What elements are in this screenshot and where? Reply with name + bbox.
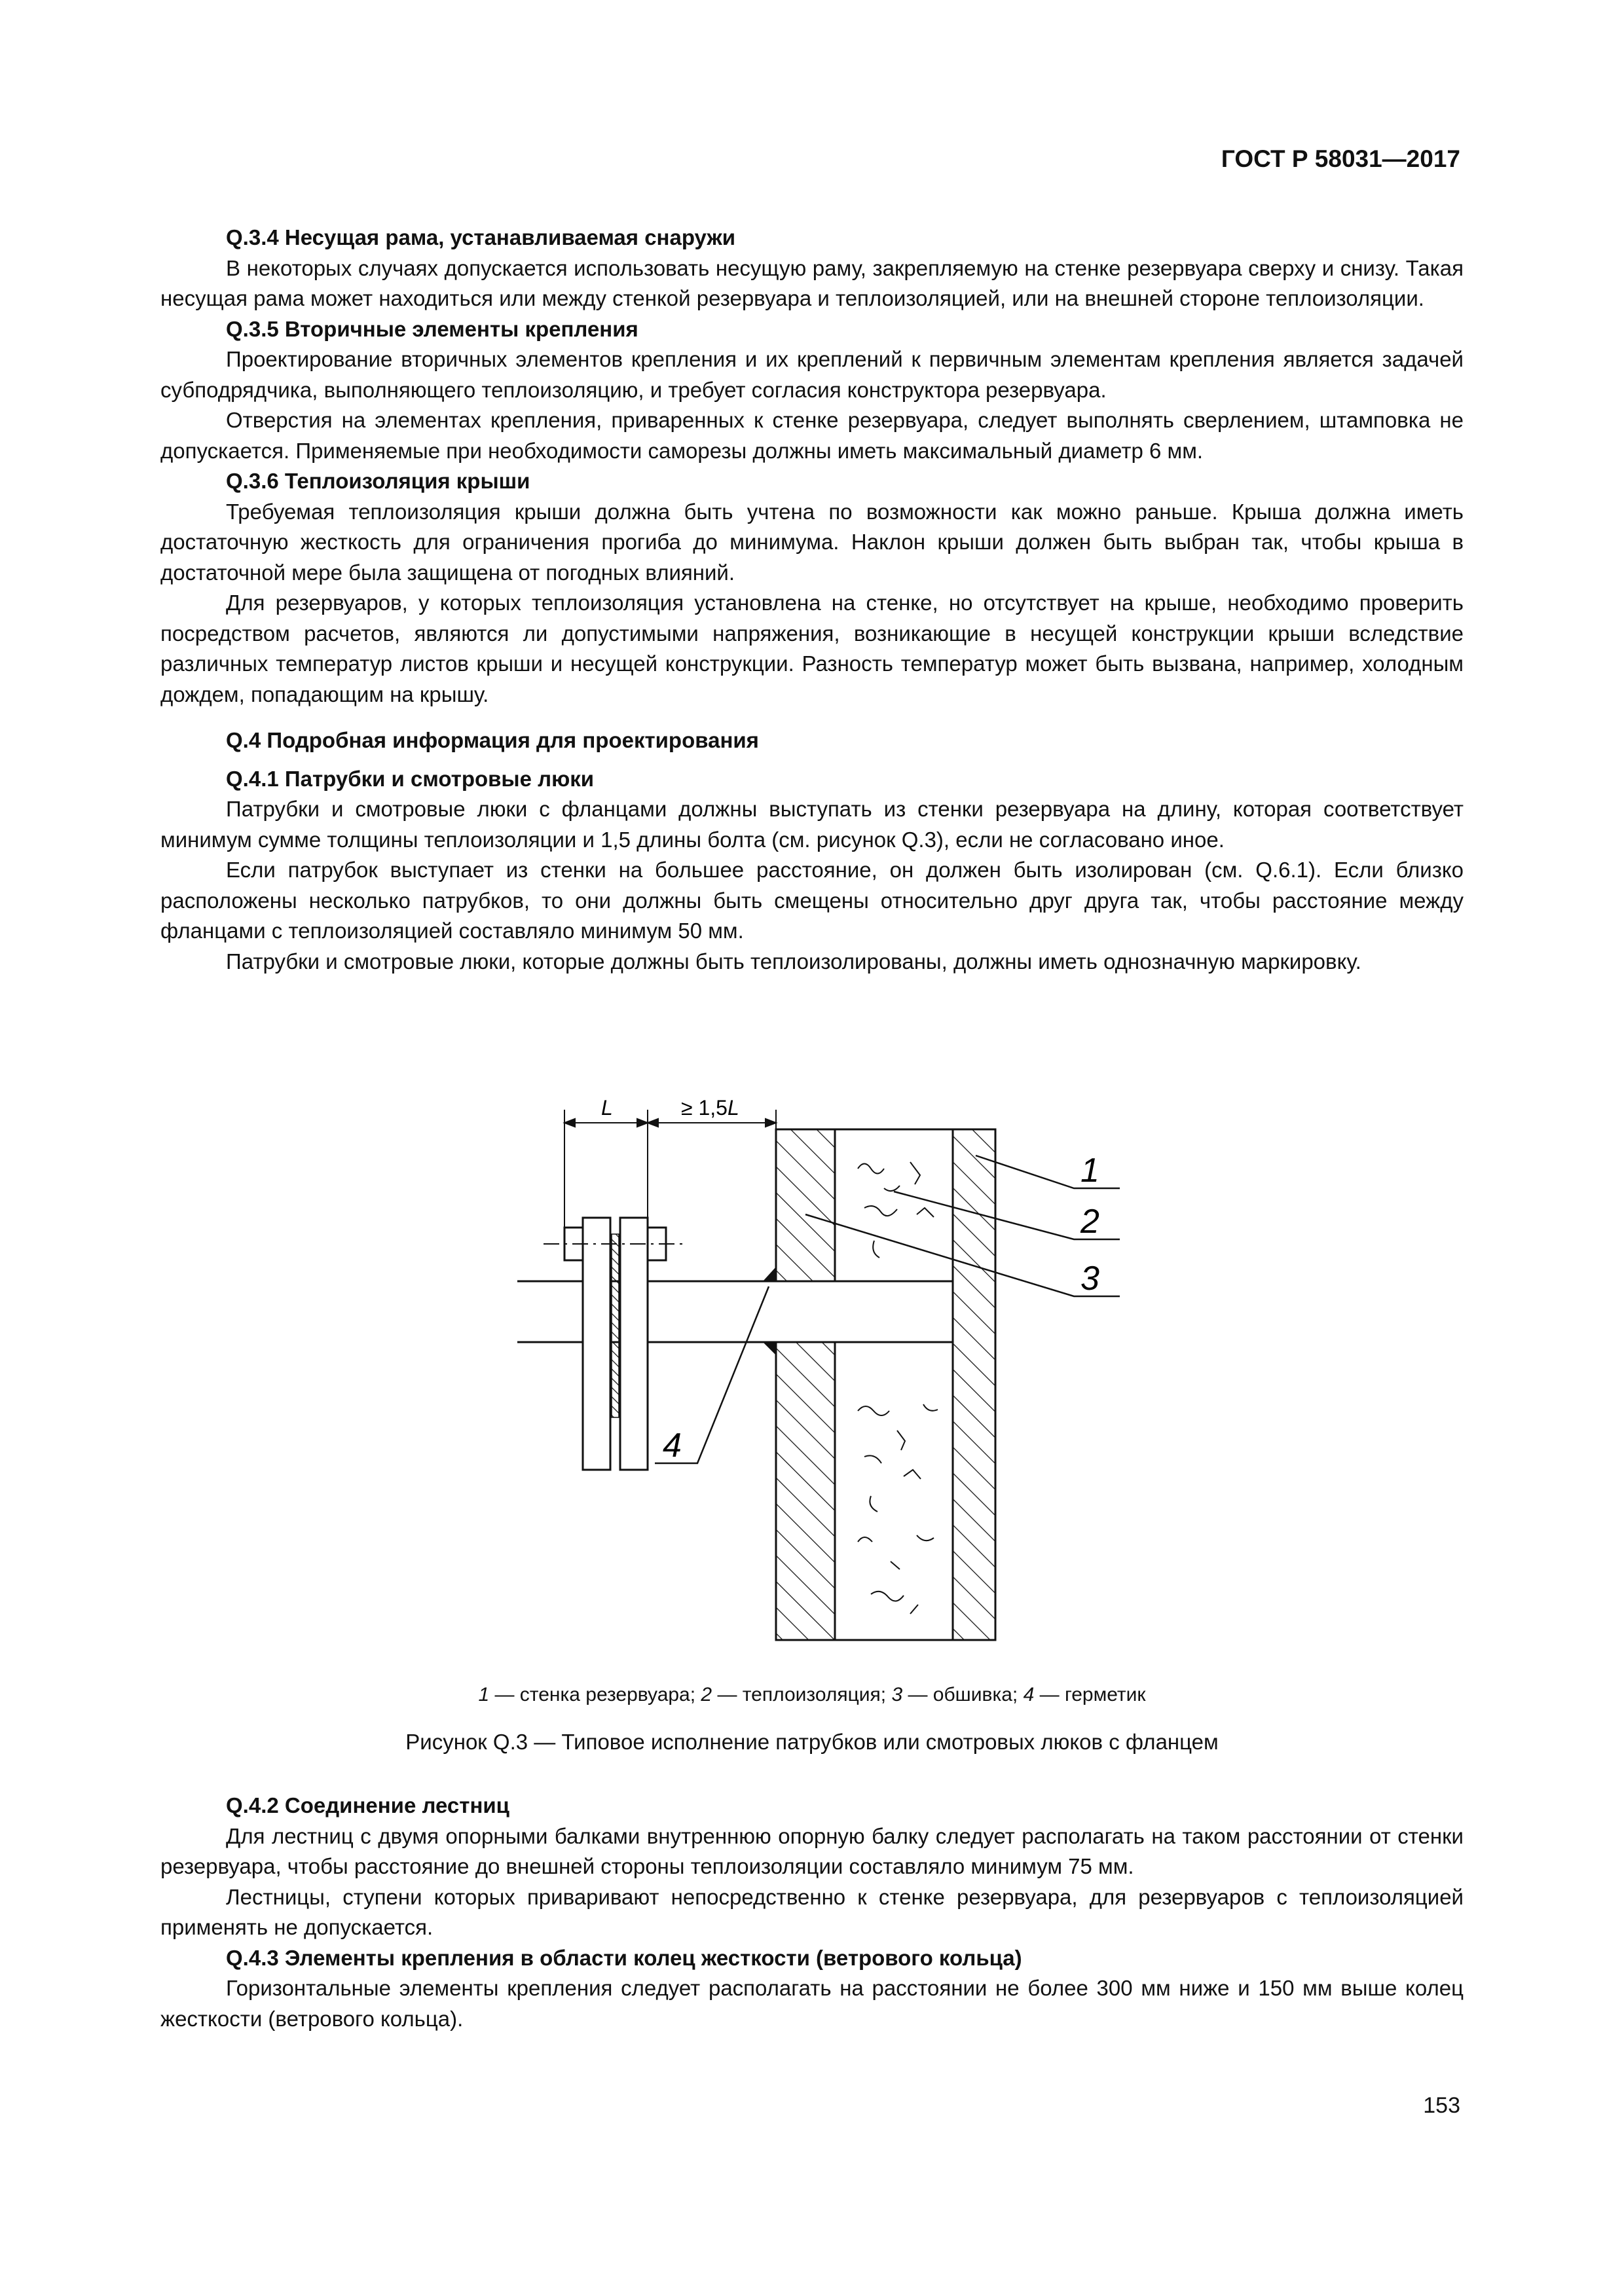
paragraph: Для резервуаров, у которых теплоизоляция установлена на стенке, но отсутствует на крыше, необходимо проверить посредством расчетов, являются ли допустимыми напряжения, возникающие в несущей конструкции крыши вследствие различных температур листов крыши и несущей конструкции. Разность температур может быть вызвана, например, холодным дождем, попадающим на крышу. — [160, 591, 1464, 706]
nozzle-flange-drawing — [517, 1090, 1120, 1666]
paragraph: Горизонтальные элементы крепления следует располагать на расстоянии не более 300 мм ниже и 150 мм выше колец жесткости (ветрового кольца). — [160, 1976, 1464, 2031]
figure-legend: 1 — стенка резервуара; 2 — теплоизоляция; 3 — обшивка; 4 — герметик — [478, 1684, 1146, 1705]
document-id: ГОСТ Р 58031—2017 — [1221, 145, 1460, 172]
paragraph: Для лестниц с двумя опорными балками внутреннюю опорную балку следует располагать на таком расстоянии от стенки резервуара, чтобы расстояние до внешней стороны теплоизоляции составляло минимум 75 мм. — [160, 1823, 1464, 1878]
tank-wall — [953, 1129, 995, 1640]
heading-q41: Q.4.1 Патрубки и смотровые люки — [226, 766, 595, 791]
page-number: 153 — [1423, 2093, 1460, 2118]
label-2: 2 — [1080, 1203, 1099, 1241]
heading-q36: Q.3.6 Теплоизоляция крыши — [226, 469, 530, 493]
paragraph: В некоторых случаях допускается использовать несущую раму, закрепляемую на стенке резервуара сверху и снизу. Такая несущая рама может находиться или между стенкой резервуара и теплоизоляцией, или на внешней стороне теплоизоляции. — [160, 255, 1464, 310]
cladding — [776, 1129, 835, 1640]
gasket — [612, 1234, 619, 1417]
flange-left — [583, 1218, 610, 1470]
label-3: 3 — [1080, 1260, 1099, 1298]
flange-right — [620, 1218, 648, 1470]
text-block-top — [160, 223, 1464, 977]
heading-q42: Q.4.2 Соединение лестниц — [226, 1793, 509, 1817]
paragraph: Если патрубок выступает из стенки на большее расстояние, он должен быть изолирован (см. Q.6.1). Если близко расположены несколько патрубков, то они должны быть смещены относительно друг друга так, чтобы расстояние между фланцами с теплоизоляцией составляло минимум 50 мм. — [160, 858, 1464, 943]
text-block-bottom — [160, 1791, 1464, 2034]
paragraph: Проектирование вторичных элементов крепления и их креплений к первичным элементам крепления является задачей субподрядчика, выполняющего теплоизоляцию, и требует согласия конструктора резервуара. — [160, 347, 1464, 402]
dim-15l-label: ≥ 1,5L — [681, 1096, 739, 1120]
paragraph: Требуемая теплоизоляция крыши должна быть учтена по возможности как можно раньше. Крыша должна иметь достаточную жесткость для ограничения прогиба до минимума. Наклон крыши должен быть выбран так, чтобы крыша в достаточной мере была защищена от погодных влияний. — [160, 499, 1464, 585]
figure-caption: Рисунок Q.3 — Типовое исполнение патрубков или смотровых люков с фланцем — [405, 1730, 1219, 1754]
paragraph: Отверстия на элементах крепления, приваренных к стенке резервуара, следует выполнять сверлением, штамповка не допускается. Применяемые при необходимости саморезы должны иметь максимальный диаметр 6 мм. — [160, 408, 1464, 463]
heading-q4: Q.4 Подробная информация для проектирования — [226, 728, 759, 752]
paragraph: Лестницы, ступени которых приваривают непосредственно к стенке резервуара, для резервуаров с теплоизоляцией применять не допускается. — [160, 1884, 1464, 1939]
paragraph: Патрубки и смотровые люки с фланцами должны выступать из стенки резервуара на длину, которая соответствует минимум сумме толщины теплоизоляции и 1,5 длины болта (см. рисунок Q.3), если не согласовано иное. — [160, 797, 1464, 852]
heading-q35: Q.3.5 Вторичные элементы крепления — [226, 316, 638, 341]
heading-q34: Q.3.4 Несущая рама, устанавливаемая снаружи — [226, 225, 735, 249]
dim-l-label: L — [601, 1096, 613, 1120]
sealant — [763, 1267, 776, 1281]
label-4: 4 — [663, 1427, 682, 1465]
heading-q43: Q.4.3 Элементы крепления в области колец жесткости (ветрового кольца) — [226, 1945, 1022, 1970]
label-1: 1 — [1080, 1152, 1099, 1190]
thermal-insulation — [835, 1129, 953, 1640]
paragraph: Патрубки и смотровые люки, которые должны быть теплоизолированы, должны иметь однозначную маркировку. — [226, 949, 1361, 974]
